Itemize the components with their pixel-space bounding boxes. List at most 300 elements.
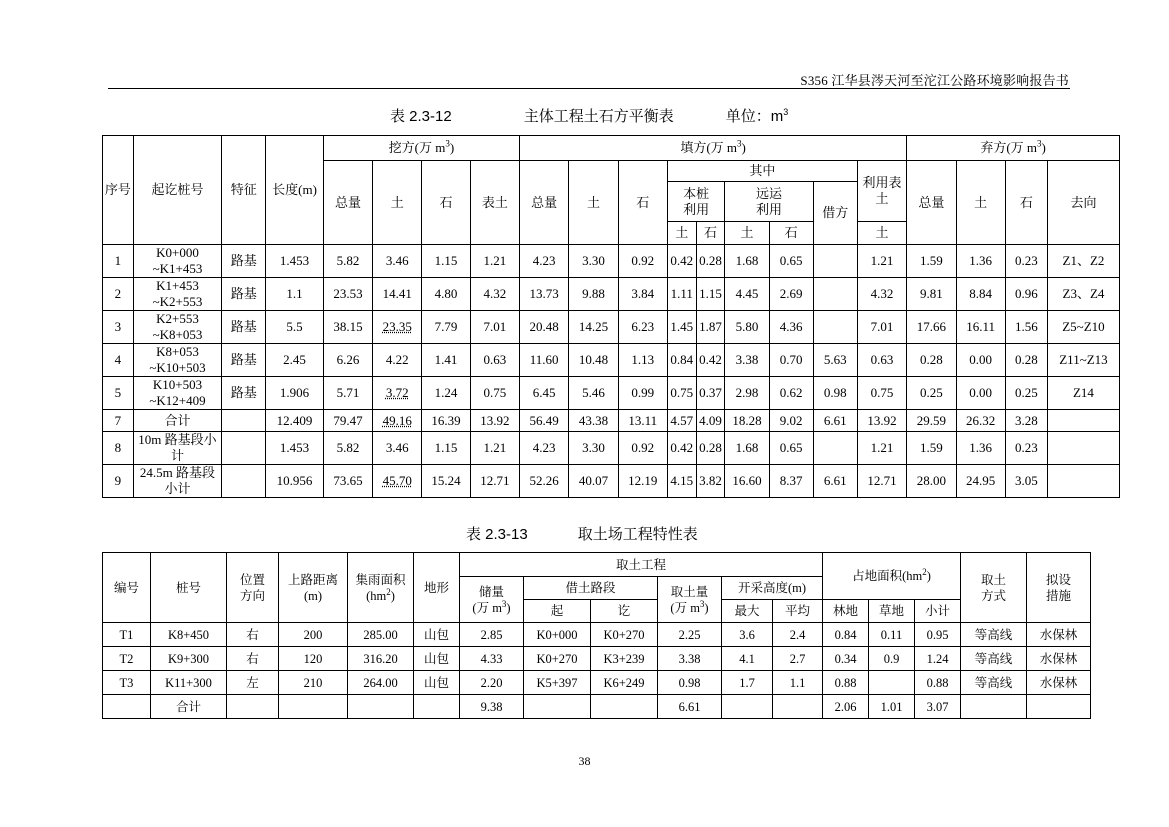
table-cell: 2.69	[769, 278, 813, 311]
cut-soil-header: 土	[373, 161, 422, 245]
table-cell: 合计	[133, 410, 221, 432]
table-cell	[524, 695, 591, 719]
t2-side-header: 位置方向	[227, 553, 279, 623]
table-cell: 0.63	[857, 344, 906, 377]
table-cell: 23.35	[373, 311, 422, 344]
table-cell: K0+000	[524, 623, 591, 647]
table-cell: 1.36	[956, 432, 1005, 465]
table-cell: T3	[103, 671, 151, 695]
spoil-total-header: 总量	[907, 161, 956, 245]
table-cell: 0.42	[667, 432, 696, 465]
table-cell: 右	[227, 623, 279, 647]
table-cell: 4.80	[422, 278, 470, 311]
t2-avg-header: 平均	[773, 600, 823, 623]
table-cell: 56.49	[520, 410, 569, 432]
table-cell: 3.05	[1005, 465, 1047, 498]
table-cell: 路基	[222, 311, 266, 344]
table-cell: 2.98	[725, 377, 769, 410]
borrow-pit-table-body	[103, 623, 1091, 719]
table-cell: 0.88	[915, 671, 961, 695]
table-row	[103, 647, 1091, 671]
table1-caption-unit: 单位：m	[725, 108, 784, 125]
table-cell: 9.02	[769, 410, 813, 432]
t2-height-header: 开采高度(m)	[722, 577, 823, 600]
topsoil-use-soil-header: 土	[857, 222, 906, 245]
table-row	[103, 695, 1091, 719]
table-cell: 0.88	[823, 671, 869, 695]
table-cell: 1.45	[667, 311, 696, 344]
table-cell: K0+270	[524, 647, 591, 671]
table-cell: 2.45	[266, 344, 324, 377]
table-cell: 0.92	[618, 432, 667, 465]
table-cell	[813, 278, 857, 311]
table-cell: 1.15	[422, 245, 470, 278]
table-cell: 4.15	[667, 465, 696, 498]
table-cell	[813, 245, 857, 278]
t2-method-header: 取土方式	[961, 553, 1027, 623]
table-cell: 0.95	[915, 623, 961, 647]
table-cell: 0.28	[696, 432, 725, 465]
table-cell: 4	[103, 344, 134, 377]
table-cell	[1047, 432, 1119, 465]
table-cell: 13.92	[470, 410, 519, 432]
table-cell: 1.15	[422, 432, 470, 465]
table-cell: 285.00	[348, 623, 414, 647]
table-cell: 210	[279, 671, 348, 695]
table-cell: 3.38	[725, 344, 769, 377]
fill-of-which-header: 其中	[667, 161, 857, 182]
table-cell: 264.00	[348, 671, 414, 695]
t2-distance-header: 上路距离(m)	[279, 553, 348, 623]
table1-caption-unit-sup: 3	[783, 107, 789, 117]
table-cell: 1.906	[266, 377, 324, 410]
table-cell: 1.7	[722, 671, 773, 695]
table-cell: 水保林	[1027, 647, 1091, 671]
table-cell: 3.28	[1005, 410, 1047, 432]
table-cell: 0.96	[1005, 278, 1047, 311]
table-cell: 6.61	[658, 695, 722, 719]
table-cell: 49.16	[373, 410, 422, 432]
table-cell: K9+300	[151, 647, 227, 671]
table-cell: 16.11	[956, 311, 1005, 344]
table-cell: Z3、Z4	[1047, 278, 1119, 311]
table-cell: 4.36	[769, 311, 813, 344]
table-cell: 4.33	[460, 647, 524, 671]
table-cell: 120	[279, 647, 348, 671]
table-cell: 40.07	[569, 465, 618, 498]
table-cell: 合计	[151, 695, 227, 719]
table-cell	[348, 695, 414, 719]
table-cell	[869, 671, 915, 695]
col-station-header: 起讫桩号	[133, 136, 221, 245]
table-cell: 1.15	[696, 278, 725, 311]
table-cell: 7	[103, 410, 134, 432]
table-cell: 1.87	[696, 311, 725, 344]
table-cell	[591, 695, 658, 719]
table-cell: 0.63	[470, 344, 519, 377]
table-cell: K8+053 ~K10+503	[133, 344, 221, 377]
table-cell: 水保林	[1027, 623, 1091, 647]
table-cell	[222, 465, 266, 498]
table-cell: 52.26	[520, 465, 569, 498]
table-cell: 1.24	[915, 647, 961, 671]
table-row	[103, 344, 1120, 377]
earthwork-table-body	[103, 245, 1120, 498]
table-cell: 9.88	[569, 278, 618, 311]
local-rock-header: 石	[696, 222, 725, 245]
table-cell: 4.1	[722, 647, 773, 671]
table-cell	[813, 432, 857, 465]
table-cell: Z11~Z13	[1047, 344, 1119, 377]
table-cell: 0.23	[1005, 432, 1047, 465]
table1-caption-title: 主体工程土石方平衡表	[523, 108, 674, 125]
table-cell: 3.72	[373, 377, 422, 410]
table-cell	[279, 695, 348, 719]
table-cell	[222, 410, 266, 432]
table-cell: 14.41	[373, 278, 422, 311]
table-cell	[222, 432, 266, 465]
t2-landform-header: 地形	[414, 553, 460, 623]
table-cell: 0.11	[869, 623, 915, 647]
table-cell: Z14	[1047, 377, 1119, 410]
table-cell: 1.453	[266, 432, 324, 465]
table-cell: 23.53	[323, 278, 372, 311]
table-cell: 10.956	[266, 465, 324, 498]
table-cell: K6+249	[591, 671, 658, 695]
table-cell: 路基	[222, 245, 266, 278]
table-cell: 1.36	[956, 245, 1005, 278]
table-cell: 0.75	[667, 377, 696, 410]
table-cell: 等高线	[961, 623, 1027, 647]
table-cell: 16.60	[725, 465, 769, 498]
table-cell: 1.21	[857, 245, 906, 278]
table-cell: 1.1	[773, 671, 823, 695]
table-cell: 73.65	[323, 465, 372, 498]
table-cell: 8.84	[956, 278, 1005, 311]
table-cell: Z5~Z10	[1047, 311, 1119, 344]
t2-reserve-header: 储量 (万 $m^3$)	[460, 577, 524, 623]
table-cell: 2	[103, 278, 134, 311]
table-cell: 0.62	[769, 377, 813, 410]
table-cell: 5.46	[569, 377, 618, 410]
cut-topsoil-header: 表土	[470, 161, 519, 245]
col-spoil-header: 弃方(万 $m^3$)	[907, 136, 1120, 161]
table-cell: 45.70	[373, 465, 422, 498]
table-cell: 5.80	[725, 311, 769, 344]
table-cell: 5.82	[323, 245, 372, 278]
t2-road-section-header: 借土路段	[524, 577, 658, 600]
table-row	[103, 623, 1091, 647]
table-cell: 6.61	[813, 410, 857, 432]
table-cell: 2.85	[460, 623, 524, 647]
header-rule	[108, 88, 1070, 89]
table-cell: Z1、Z2	[1047, 245, 1119, 278]
table-cell: 路基	[222, 278, 266, 311]
table-row	[103, 245, 1120, 278]
table-cell	[1027, 695, 1091, 719]
table-cell: 2.06	[823, 695, 869, 719]
table-cell: 10.48	[569, 344, 618, 377]
table-cell: 20.48	[520, 311, 569, 344]
table-cell: 13.92	[857, 410, 906, 432]
table-cell: 5.5	[266, 311, 324, 344]
table-cell: 1.21	[857, 432, 906, 465]
table-cell: 1	[103, 245, 134, 278]
t2-borrow-works-header: 取土工程	[460, 553, 823, 577]
table-row	[103, 432, 1120, 465]
table-cell	[722, 695, 773, 719]
table-cell: T1	[103, 623, 151, 647]
table-cell: 6.26	[323, 344, 372, 377]
table-row	[103, 311, 1120, 344]
table-cell	[103, 695, 151, 719]
table-cell: 0.84	[667, 344, 696, 377]
table-cell: 9.38	[460, 695, 524, 719]
fill-total-header: 总量	[520, 161, 569, 245]
table-cell: 1.59	[907, 245, 956, 278]
table-cell: 1.21	[470, 245, 519, 278]
fill-local-use-header: 本桩利用	[667, 182, 725, 222]
table-row	[103, 278, 1120, 311]
table-cell: 4.23	[520, 245, 569, 278]
table-cell: 0.70	[769, 344, 813, 377]
col-feature-header: 特征	[222, 136, 266, 245]
table-cell: 6.61	[813, 465, 857, 498]
table1-caption-number: 表 2.3-12	[390, 108, 452, 125]
table-cell: 3.30	[569, 432, 618, 465]
table-cell: 0.99	[618, 377, 667, 410]
table-cell: 0.75	[470, 377, 519, 410]
table-cell: 0.37	[696, 377, 725, 410]
table-cell: 0.00	[956, 377, 1005, 410]
table-cell: 11.60	[520, 344, 569, 377]
col-length-header: 长度(m)	[266, 136, 324, 245]
table-cell: 1.24	[422, 377, 470, 410]
table-cell	[414, 695, 460, 719]
table-cell: 0.42	[696, 344, 725, 377]
table-cell: 4.45	[725, 278, 769, 311]
spoil-direction-header: 去向	[1047, 161, 1119, 245]
table-cell: K11+300	[151, 671, 227, 695]
table-cell: 24.95	[956, 465, 1005, 498]
table-cell: 9.81	[907, 278, 956, 311]
table-cell: 43.38	[569, 410, 618, 432]
table1-caption	[390, 105, 788, 126]
table-cell: 1.68	[725, 432, 769, 465]
table-cell: K0+000 ~K1+453	[133, 245, 221, 278]
table-cell: 1.41	[422, 344, 470, 377]
table-cell: 38.15	[323, 311, 372, 344]
haul-soil-header: 土	[725, 222, 769, 245]
table-cell: 3.82	[696, 465, 725, 498]
table-cell: 0.42	[667, 245, 696, 278]
table-cell	[961, 695, 1027, 719]
table2-caption-title: 取土场工程特性表	[577, 526, 698, 543]
table-cell: 3.38	[658, 647, 722, 671]
table-cell	[1047, 410, 1119, 432]
table-cell: 5.63	[813, 344, 857, 377]
table-cell: 4.22	[373, 344, 422, 377]
table-cell: 3.84	[618, 278, 667, 311]
t2-borrow-qty-header: 取土量 (万 $m^3$)	[658, 577, 722, 623]
table-cell: 山包	[414, 623, 460, 647]
t2-id-header: 编号	[103, 553, 151, 623]
table-cell: 0.65	[769, 245, 813, 278]
table-cell: K8+450	[151, 623, 227, 647]
table-cell: 3.46	[373, 245, 422, 278]
t2-measure-header: 拟设措施	[1027, 553, 1091, 623]
fill-soil-header: 土	[569, 161, 618, 245]
t2-max-header: 最大	[722, 600, 773, 623]
fill-borrow-header: 借方	[813, 182, 857, 245]
table-cell: 18.28	[725, 410, 769, 432]
table-cell: 7.79	[422, 311, 470, 344]
document-header-title: S356 江华县涔天河至沱江公路环境影响报告书	[800, 73, 1069, 88]
table-cell: 1.01	[869, 695, 915, 719]
spoil-rock-header: 石	[1005, 161, 1047, 245]
table-cell: 0.23	[1005, 245, 1047, 278]
t2-catchment-header: 集雨面积$(hm^2)$	[348, 553, 414, 623]
fill-topsoil-use-header: 利用表土	[857, 161, 906, 222]
table-cell	[227, 695, 279, 719]
table-cell: K1+453 ~K2+553	[133, 278, 221, 311]
table-cell: 26.32	[956, 410, 1005, 432]
table-cell: 12.71	[470, 465, 519, 498]
table-cell: 0.84	[823, 623, 869, 647]
table-cell: 0.00	[956, 344, 1005, 377]
table-cell: 水保林	[1027, 671, 1091, 695]
table-cell	[773, 695, 823, 719]
table-cell: 9	[103, 465, 134, 498]
table-cell: 2.7	[773, 647, 823, 671]
table-cell: 6.45	[520, 377, 569, 410]
table-cell: 0.9	[869, 647, 915, 671]
table-cell: K10+503 ~K12+409	[133, 377, 221, 410]
table-cell: 2.4	[773, 623, 823, 647]
table-cell: 13.73	[520, 278, 569, 311]
page-number: 38	[578, 754, 591, 768]
table-cell: 3	[103, 311, 134, 344]
col-fill-header: 填方(万 $m^3$)	[520, 136, 907, 161]
table-cell: 17.66	[907, 311, 956, 344]
table-cell: T2	[103, 647, 151, 671]
table-cell: 14.25	[569, 311, 618, 344]
table-cell: 15.24	[422, 465, 470, 498]
table-cell: 山包	[414, 671, 460, 695]
table-cell: 1.453	[266, 245, 324, 278]
cut-rock-header: 石	[422, 161, 470, 245]
table-cell: 2.20	[460, 671, 524, 695]
table-cell: 29.59	[907, 410, 956, 432]
t2-from-header: 起	[524, 600, 591, 623]
table-cell	[1047, 465, 1119, 498]
table-cell	[813, 311, 857, 344]
table-cell: 山包	[414, 647, 460, 671]
table-cell: 8	[103, 432, 134, 465]
table-cell: 0.98	[813, 377, 857, 410]
cut-total-header: 总量	[323, 161, 372, 245]
table-cell: 0.25	[907, 377, 956, 410]
table-cell: 0.98	[658, 671, 722, 695]
table-row	[103, 465, 1120, 498]
table-cell: K3+239	[591, 647, 658, 671]
table-cell: 0.92	[618, 245, 667, 278]
table-cell: 3.6	[722, 623, 773, 647]
t2-to-header: 讫	[591, 600, 658, 623]
table-cell: 1.56	[1005, 311, 1047, 344]
table-cell: 79.47	[323, 410, 372, 432]
table2-caption-number: 表 2.3-13	[466, 526, 528, 543]
table-cell: 0.75	[857, 377, 906, 410]
table-cell: 10m 路基段小计	[133, 432, 221, 465]
t2-subtotal-header: 小计	[915, 600, 961, 623]
table-cell: K5+397	[524, 671, 591, 695]
col-seq-header: 序号	[103, 136, 134, 245]
table-cell: 28.00	[907, 465, 956, 498]
table-cell: 12.409	[266, 410, 324, 432]
table-cell: 24.5m 路基段小计	[133, 465, 221, 498]
table-cell: 1.59	[907, 432, 956, 465]
local-soil-header: 土	[667, 222, 696, 245]
table-cell: 左	[227, 671, 279, 695]
t2-forest-header: 林地	[823, 600, 869, 623]
borrow-pit-table	[102, 552, 1091, 719]
table-row	[103, 377, 1120, 410]
spoil-soil-header: 土	[956, 161, 1005, 245]
table-cell: 12.71	[857, 465, 906, 498]
table-cell: 13.11	[618, 410, 667, 432]
table-cell: 0.34	[823, 647, 869, 671]
table-cell: 3.46	[373, 432, 422, 465]
t2-station-header: 桩号	[151, 553, 227, 623]
table-cell: 1.1	[266, 278, 324, 311]
table-cell: 200	[279, 623, 348, 647]
table-cell: 5	[103, 377, 134, 410]
table-cell: 6.23	[618, 311, 667, 344]
table-cell: 0.28	[907, 344, 956, 377]
table-cell: 4.32	[857, 278, 906, 311]
table-cell: 等高线	[961, 647, 1027, 671]
table-cell: 路基	[222, 344, 266, 377]
table-cell: 右	[227, 647, 279, 671]
table-cell: 4.57	[667, 410, 696, 432]
table-cell: 0.65	[769, 432, 813, 465]
table-cell: 0.25	[1005, 377, 1047, 410]
table2-caption	[466, 523, 698, 544]
table-cell: 3.07	[915, 695, 961, 719]
table-cell: 7.01	[857, 311, 906, 344]
table-cell: 1.13	[618, 344, 667, 377]
table-cell: 12.19	[618, 465, 667, 498]
table-cell: 0.28	[1005, 344, 1047, 377]
t2-area-header: 占地面积$(hm^2)$	[823, 553, 961, 600]
table-cell: 7.01	[470, 311, 519, 344]
table-cell: 路基	[222, 377, 266, 410]
t2-grass-header: 草地	[869, 600, 915, 623]
table-cell: 5.82	[323, 432, 372, 465]
table-cell: 1.68	[725, 245, 769, 278]
table-cell: 0.28	[696, 245, 725, 278]
col-cut-header: 挖方(万 $m^3$)	[323, 136, 519, 161]
table-row	[103, 671, 1091, 695]
table-cell: K2+553 ~K8+053	[133, 311, 221, 344]
table-cell: 等高线	[961, 671, 1027, 695]
fill-haul-use-header: 远运利用	[725, 182, 813, 222]
table-cell: 1.11	[667, 278, 696, 311]
fill-rock-header: 石	[618, 161, 667, 245]
table-cell: 316.20	[348, 647, 414, 671]
table-cell: 4.09	[696, 410, 725, 432]
